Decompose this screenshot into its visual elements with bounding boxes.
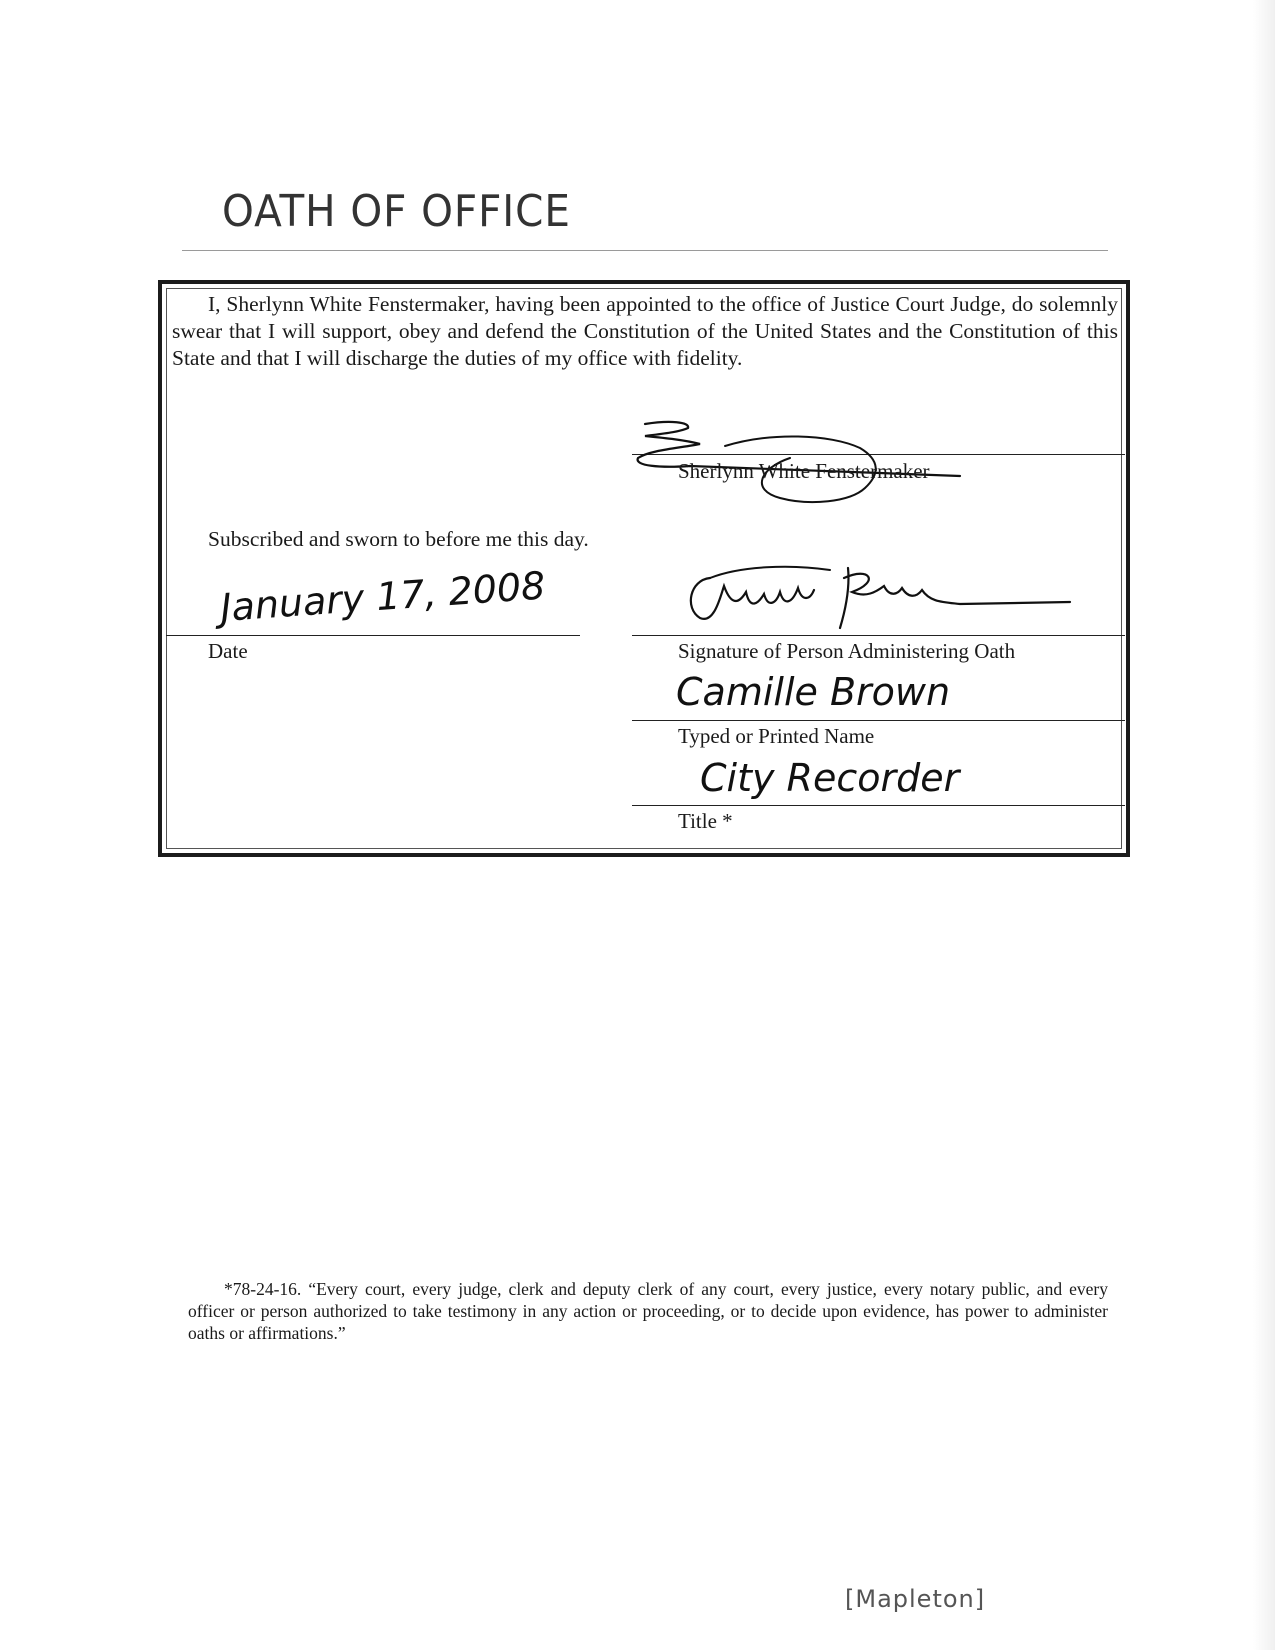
oath-statement: I, Sherlynn White Fenstermaker, having been appointed to the office of Justice Court Judge, do solemnly swear that I will support, obey and defend the Constitution of the United States and the Constitution of this State and that I will discharge the duties of my office with fidelity.: [172, 292, 1118, 370]
administrator-signature-label: Signature of Person Administering Oath: [678, 639, 1016, 663]
municipality-annotation: [Mapleton]: [845, 1585, 986, 1613]
jurat-statement: Subscribed and sworn to before me this day.: [208, 527, 589, 551]
title-label: Title *: [678, 809, 733, 833]
printed-name-line: [632, 720, 1125, 721]
handwritten-printed-name: Camille Brown: [676, 670, 951, 714]
date-line: [166, 635, 580, 636]
statute-footnote: *78-24-16. “Every court, every judge, clerk and deputy clerk of any court, every justice, every notary public, and every officer or person authorized to take testimony in any action or proceeding, or to decide upon evidence, has power to administer oaths or affirmations.”: [188, 1279, 1108, 1343]
administrator-signature: [680, 558, 1080, 633]
administrator-signature-line: [632, 635, 1125, 636]
title-underline: [182, 250, 1108, 251]
document-title: OATH OF OFFICE: [222, 186, 571, 237]
handwritten-title: City Recorder: [700, 756, 960, 800]
date-label: Date: [208, 639, 248, 663]
affiant-printed-name: Sherlynn White Fenstermaker: [678, 459, 930, 483]
page-edge-shadow: [1253, 0, 1275, 1650]
handwritten-date: January 17, 2008: [218, 563, 547, 630]
title-line: [632, 805, 1125, 806]
printed-name-label: Typed or Printed Name: [678, 724, 875, 748]
